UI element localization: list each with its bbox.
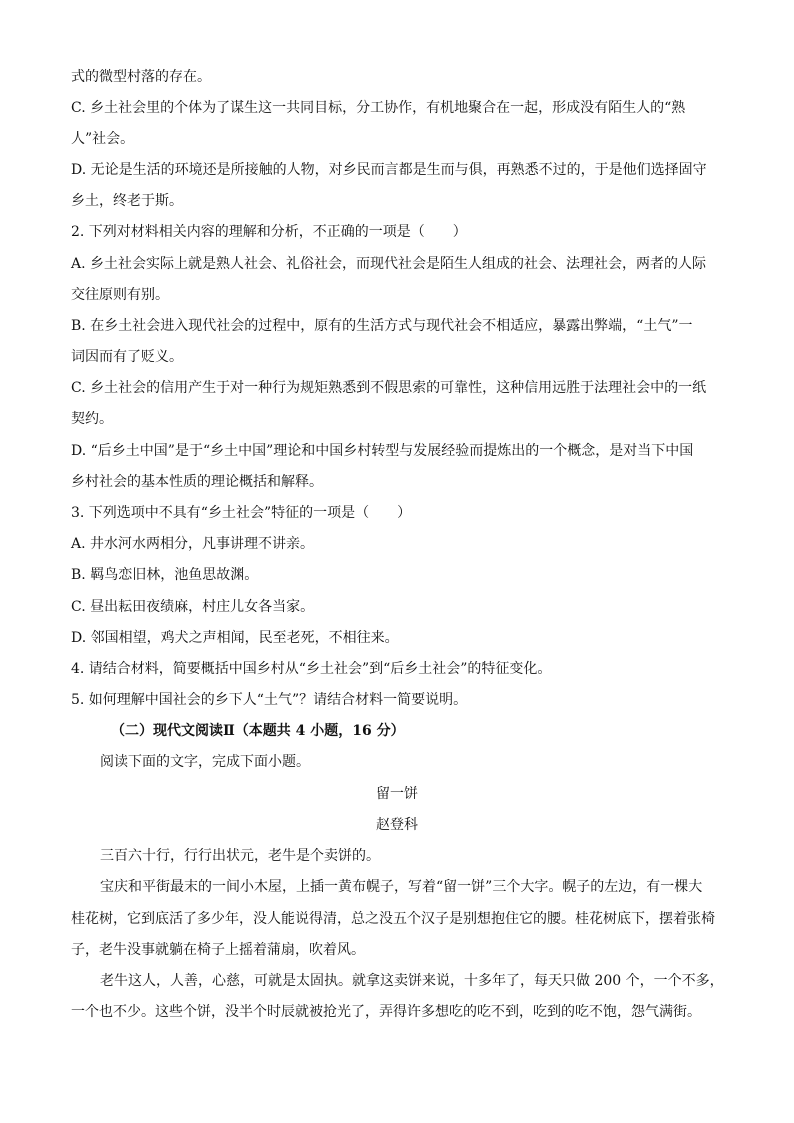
section-heading: （二）现代文阅读Ⅱ（本题共 4 小题，16 分） <box>111 723 405 739</box>
option-b-line: B. 羁鸟恋旧林，池鱼思故渊。 <box>71 567 259 583</box>
option-c-line: C. 昼出耘田夜绩麻，村庄儿女各当家。 <box>71 599 315 615</box>
option-d-line: D. 无论是生活的环境还是所接触的人物，对乡民而言都是生而与俱，再熟悉不过的，于是他们选择固守 <box>71 162 707 178</box>
option-a-line: A. 井水河水两相分，凡事讲理不讲亲。 <box>71 536 315 552</box>
option-b-line: B. 在乡土社会进入现代社会的过程中，原有的生活方式与现代社会不相适应，暴露出弊端，“土气”一 <box>71 318 693 334</box>
text-line: 词因而有了贬义。 <box>71 349 183 365</box>
paragraph-line: 老牛这人，人善，心慈，可就是太固执。就拿这卖饼来说，十多年了，每天只做 200 个，一个不多， <box>100 973 724 989</box>
question-4: 4. 请结合材料，简要概括中国乡村从“乡土社会”到“后乡土社会”的特征变化。 <box>71 661 552 677</box>
instruction-line: 阅读下面的文字，完成下面小题。 <box>100 754 310 770</box>
story-title: 留一饼 <box>376 786 418 802</box>
option-d-line: D. 邻国相望，鸡犬之声相闻，民至老死，不相往来。 <box>71 630 399 646</box>
text-line: 乡土，终老于斯。 <box>71 193 183 209</box>
paragraph-line: 子，老牛没事就躺在椅子上摇着蒲扇，吹着风。 <box>71 942 365 958</box>
option-d-line: D. “后乡土中国”是于“乡土中国”理论和中国乡村转型与发展经验而提炼出的一个概念，是对当下中国 <box>71 443 694 459</box>
text-line: 人”社会。 <box>71 131 135 147</box>
text-line: 交往原则有别。 <box>71 287 169 303</box>
question-3: 3. 下列选项中不具有“乡土社会”特征的一项是（ ） <box>71 505 412 521</box>
question-5: 5. 如何理解中国社会的乡下人“土气”？请结合材料一简要说明。 <box>71 692 468 708</box>
option-a-line: A. 乡土社会实际上就是熟人社会、礼俗社会，而现代社会是陌生人组成的社会、法理社会，两者的人际 <box>71 256 707 272</box>
option-c-line: C. 乡土社会里的个体为了谋生这一共同目标，分工协作，有机地聚合在一起，形成没有陌生人的“熟 <box>71 100 686 116</box>
paragraph-line: 三百六十行，行行出状元，老牛是个卖饼的。 <box>100 848 380 864</box>
paragraph-line: 宝庆和平街最末的一间小木屋，上插一黄布幌子，写着“留一饼”三个大字。幌子的左边，有一棵大 <box>100 879 703 895</box>
text-line: 契约。 <box>71 411 113 427</box>
option-c-line: C. 乡土社会的信用产生于对一种行为规矩熟悉到不假思索的可靠性，这种信用远胜于法理社会中的一纸 <box>71 380 707 396</box>
paragraph-line: 一个也不少。这些个饼，没半个时辰就被抢光了，弄得许多想吃的吃不到，吃到的吃不饱，怨气满街。 <box>71 1004 701 1020</box>
text-line: 乡村社会的基本性质的理论概括和解释。 <box>71 474 323 490</box>
text-line: 式的微型村落的存在。 <box>71 69 211 85</box>
question-2: 2. 下列对材料相关内容的理解和分析，不正确的一项是（ ） <box>71 224 467 240</box>
paragraph-line: 桂花树，它到底活了多少年，没人能说得清，总之没五个汉子是别想抱住它的腰。桂花树底下，摆着张椅 <box>71 911 715 927</box>
story-author: 赵登科 <box>376 817 418 833</box>
